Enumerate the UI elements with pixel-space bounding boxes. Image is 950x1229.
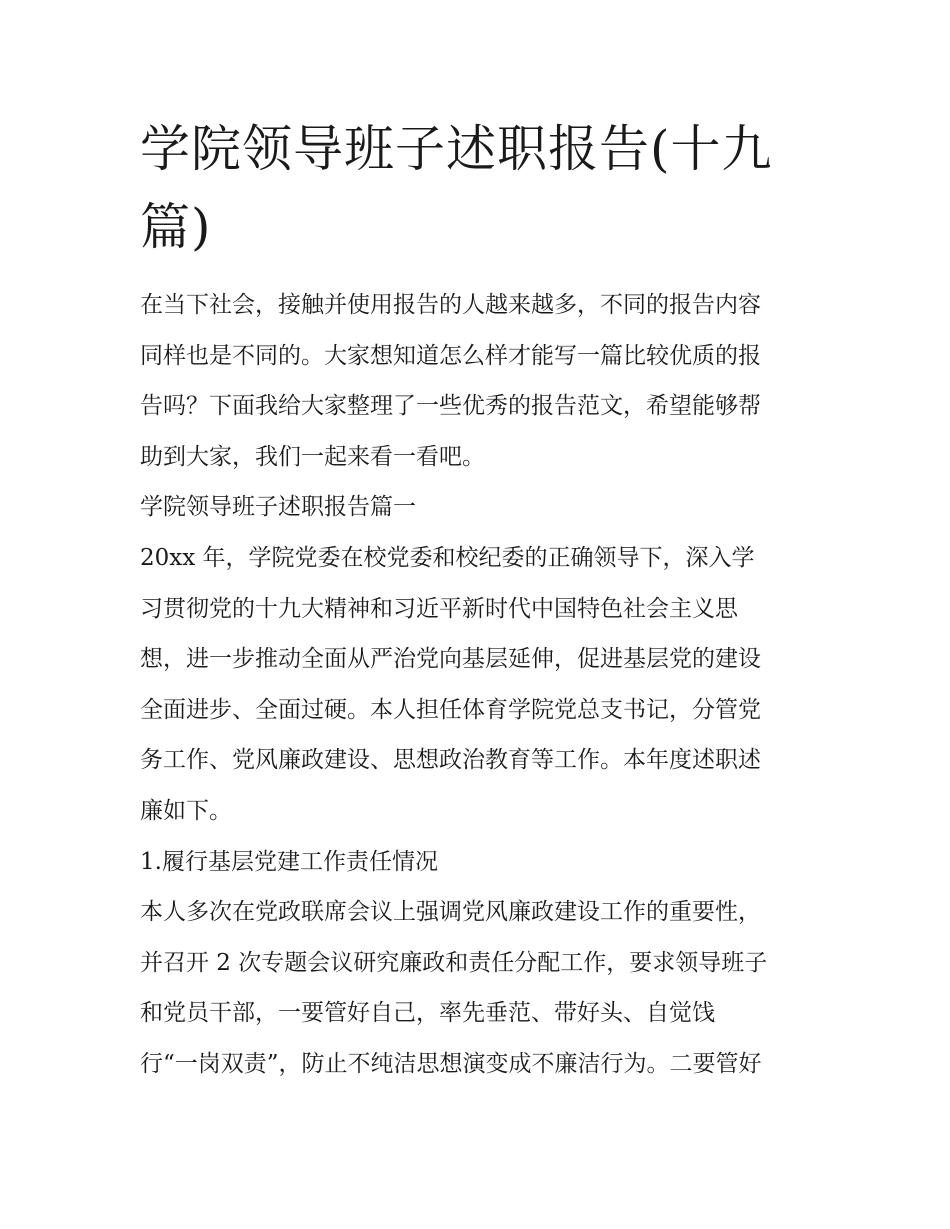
body-line-6: 廉如下。 <box>140 797 232 824</box>
body-line-8: 并召开 2 次专题会议研究廉政和责任分配工作，要求领导班子 <box>140 949 768 976</box>
document-page <box>140 110 820 1090</box>
subsection-heading: 1.履行基层党建工作责任情况 <box>140 848 438 875</box>
body-line-3: 想，进一步推动全面从严治党向基层延伸，促进基层党的建设 <box>140 646 761 673</box>
body-line-1: 20xx 年，学院党委在校党委和校纪委的正确领导下，深入学 <box>140 544 755 571</box>
intro-line-4: 助到大家，我们一起来看一看吧。 <box>140 443 485 470</box>
title-line-1: 学院领导班子述职报告(十九 <box>140 120 773 178</box>
body-line-5: 务工作、党风廉政建设、思想政治教育等工作。本年度述职述 <box>140 747 761 774</box>
title-line-2: 篇) <box>140 198 212 256</box>
body-line-9: 和党员干部，一要管好自己，率先垂范、带好头、自觉饯 <box>140 1000 715 1027</box>
body-line-7: 本人多次在党政联席会议上强调党风廉政建设工作的重要性， <box>140 899 761 926</box>
document-title <box>140 110 820 266</box>
intro-line-3: 告吗？下面我给大家整理了一些优秀的报告范文，希望能够帮 <box>140 393 761 420</box>
section-heading: 学院领导班子述职报告篇一 <box>140 494 416 521</box>
body-line-2: 习贯彻党的十九大精神和习近平新时代中国特色社会主义思 <box>140 595 738 622</box>
intro-line-2: 同样也是不同的。大家想知道怎么样才能写一篇比较优质的报 <box>140 342 761 369</box>
body-line-4: 全面进步、全面过硬。本人担任体育学院党总支书记，分管党 <box>140 696 761 723</box>
body-line-10: 行“一岗双责”，防止不纯洁思想演变成不廉洁行为。二要管好 <box>140 1050 762 1077</box>
intro-line-1: 在当下社会，接触并使用报告的人越来越多，不同的报告内容 <box>140 292 761 318</box>
document-body <box>140 280 820 1090</box>
